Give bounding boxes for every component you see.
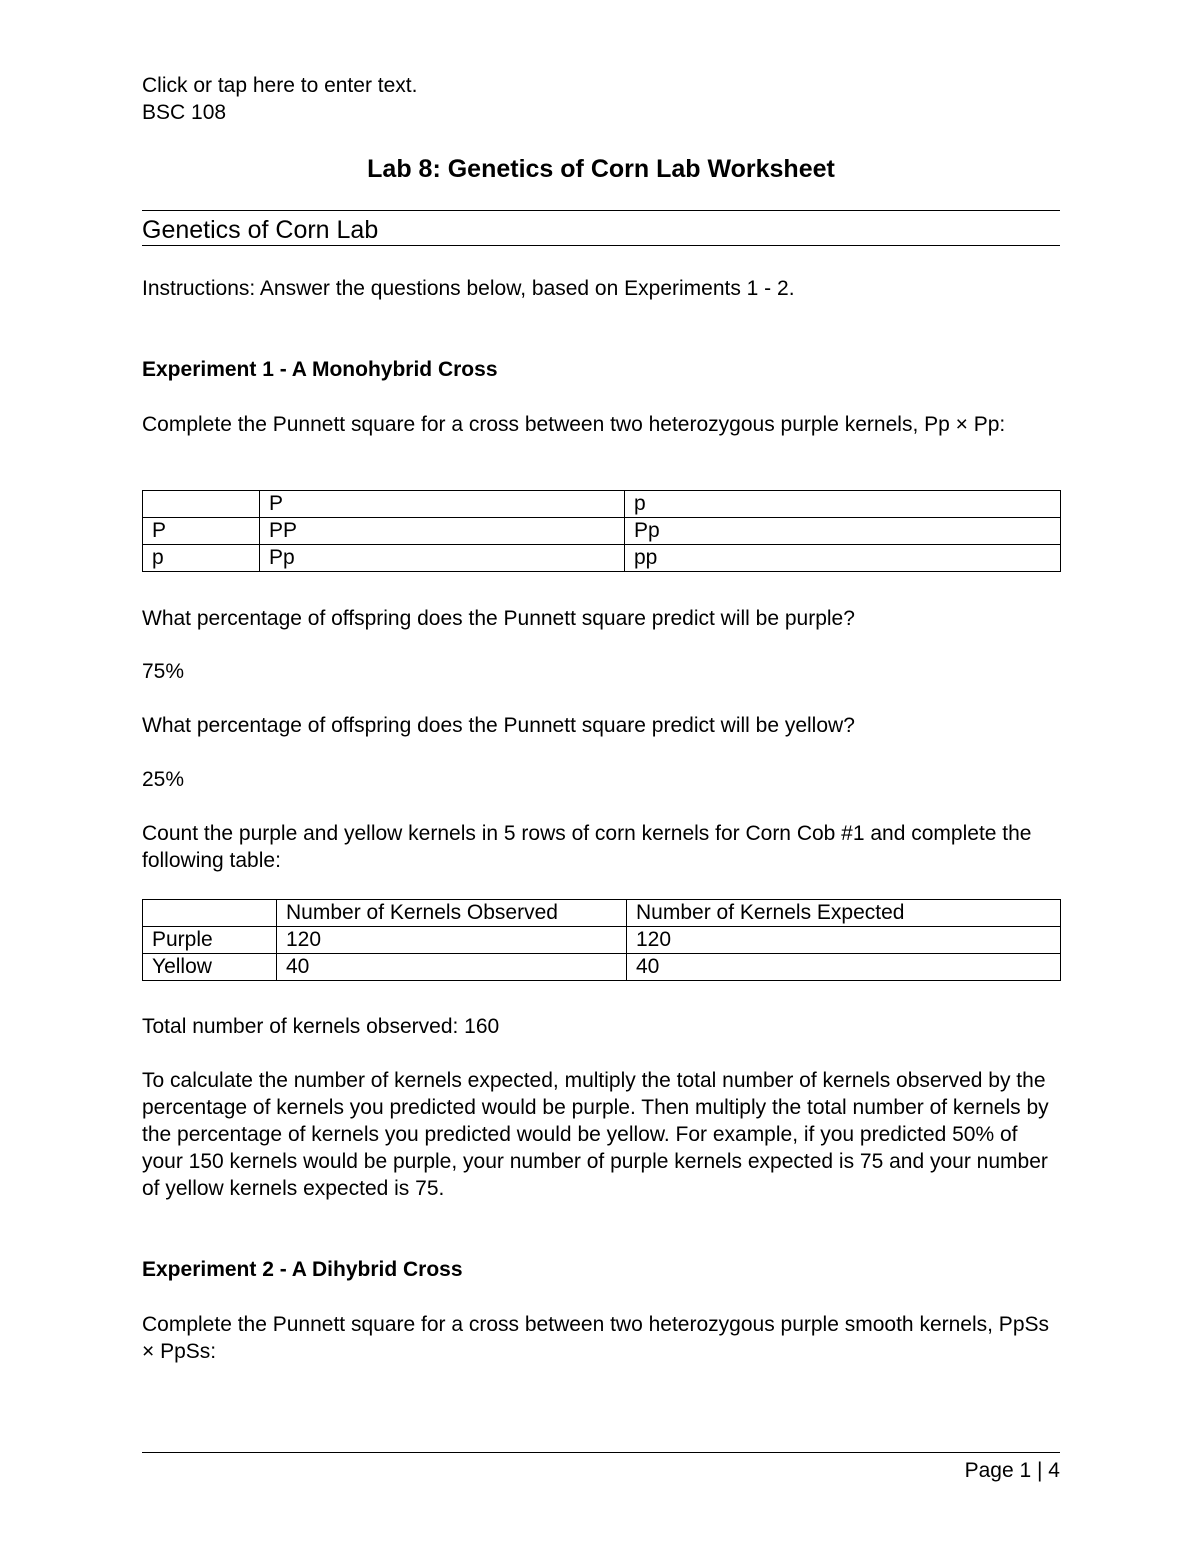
punnett-square-monohybrid <box>142 490 1061 572</box>
count-kernels-prompt: Count the purple and yellow kernels in 5 rows of corn kernels for Corn Cob #1 and complete the following table: <box>142 822 1032 872</box>
kernel-table-cell[interactable]: 40 <box>277 954 627 981</box>
punnett-cell[interactable]: Pp <box>625 518 1061 545</box>
kernel-table-header-cell: Number of Kernels Expected <box>627 900 1061 927</box>
document-page <box>142 0 1060 1553</box>
kernel-table-cell[interactable]: 120 <box>277 927 627 954</box>
punnett-header-cell[interactable]: P <box>260 491 625 518</box>
kernel-table-header-cell: Number of Kernels Observed <box>277 900 627 927</box>
calculation-instructions: To calculate the number of kernels expected, multiply the total number of kernels observed by the percentage of kernels you predicted would be purple. Then multiply the total number of kernels by the percentage of kernels you predicted would be yellow. For example, if you predicted 50% of your 150 kernels would be purple, your number of purple kernels expected is 75 and your number of yellow kernels expected is 75. <box>142 1069 1049 1200</box>
instructions-text: Instructions: Answer the questions below, based on Experiments 1 - 2. <box>142 277 795 300</box>
punnett-header-cell[interactable]: p <box>625 491 1061 518</box>
kernel-table-row-label: Yellow <box>143 954 277 981</box>
kernel-count-table <box>142 899 1061 981</box>
question-yellow-percentage: What percentage of offspring does the Punnett square predict will be yellow? <box>142 714 855 737</box>
experiment-1-prompt: Complete the Punnett square for a cross between two heterozygous purple kernels, Pp × Pp: <box>142 413 1006 436</box>
kernel-table-corner-cell <box>143 900 277 927</box>
footer-rule <box>142 1452 1060 1453</box>
punnett-corner-cell <box>143 491 260 518</box>
experiment-2-prompt: Complete the Punnett square for a cross between two heterozygous purple smooth kernels, PpSs × PpSs: <box>142 1313 1049 1363</box>
kernel-table-row <box>143 927 1061 954</box>
punnett-row-label[interactable]: P <box>143 518 260 545</box>
page-number: Page 1 | 4 <box>964 1459 1060 1482</box>
question-purple-percentage: What percentage of offspring does the Punnett square predict will be purple? <box>142 607 855 630</box>
course-code: BSC 108 <box>142 101 227 124</box>
kernel-table-header-row <box>143 900 1061 927</box>
punnett-row-label[interactable]: p <box>143 545 260 572</box>
total-kernels-observed[interactable]: Total number of kernels observed: 160 <box>142 1015 500 1038</box>
experiment-1-heading: Experiment 1 - A Monohybrid Cross <box>142 358 498 381</box>
punnett-cell[interactable]: pp <box>625 545 1061 572</box>
answer-yellow-percentage[interactable]: 25% <box>142 768 185 791</box>
answer-purple-percentage[interactable]: 75% <box>142 660 185 683</box>
heading-top-rule <box>142 210 1060 211</box>
heading-bottom-rule <box>142 245 1060 246</box>
punnett-cell[interactable]: Pp <box>260 545 625 572</box>
punnett-cell[interactable]: PP <box>260 518 625 545</box>
kernel-table-cell[interactable]: 120 <box>627 927 1061 954</box>
experiment-2-heading: Experiment 2 - A Dihybrid Cross <box>142 1258 463 1281</box>
punnett-row <box>143 545 1061 572</box>
section-heading: Genetics of Corn Lab <box>142 216 379 244</box>
page-title: Lab 8: Genetics of Corn Lab Worksheet <box>367 155 835 183</box>
kernel-table-row <box>143 954 1061 981</box>
kernel-table-cell[interactable]: 40 <box>627 954 1061 981</box>
text-placeholder[interactable]: Click or tap here to enter text. <box>142 74 418 97</box>
punnett-header-row <box>143 491 1061 518</box>
punnett-row <box>143 518 1061 545</box>
kernel-table-row-label: Purple <box>143 927 277 954</box>
